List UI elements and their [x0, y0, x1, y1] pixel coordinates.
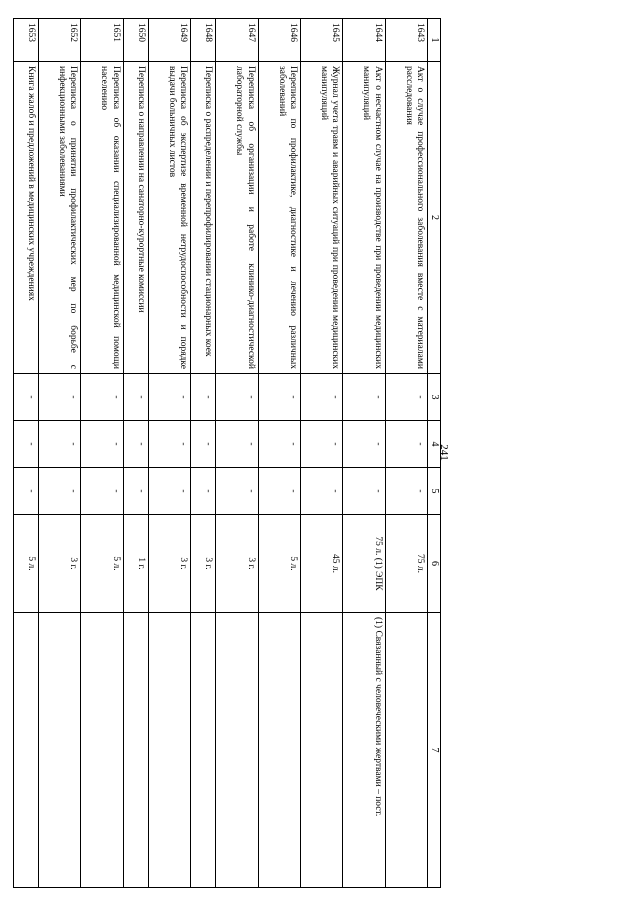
table-row: [191, 19, 216, 888]
table-row: [81, 19, 123, 888]
cell-note: [191, 613, 216, 888]
cell-col-3: -: [39, 374, 81, 421]
cell-col-5: -: [216, 468, 258, 515]
cell-col-3: -: [385, 374, 427, 421]
cell-col-4: -: [191, 421, 216, 468]
cell-col-4: -: [148, 421, 190, 468]
cell-col-5: -: [39, 468, 81, 515]
cell-number: 1650: [123, 19, 148, 62]
header-col-5: 5: [428, 468, 441, 515]
cell-title: Переписка о направлении на санаторно-курортные комиссии: [123, 62, 148, 374]
cell-number: 1652: [39, 19, 81, 62]
retention-schedule-table: [13, 18, 441, 888]
cell-number: 1649: [148, 19, 190, 62]
cell-col-5: -: [123, 468, 148, 515]
cell-title: Переписка об экспертизе временной нетрудоспособности и порядке выдачи больничных листов: [148, 62, 190, 374]
cell-title: Переписка об организации и работе клинико-диагностической лабораторной службы: [216, 62, 258, 374]
cell-col-5: -: [300, 468, 342, 515]
cell-note: [385, 613, 427, 888]
cell-col-4: -: [81, 421, 123, 468]
cell-col-5: -: [258, 468, 300, 515]
cell-title: Переписка о распределении и перепрофилировании стационарных коек: [191, 62, 216, 374]
cell-col-5: -: [385, 468, 427, 515]
cell-retention-term: 75 л.: [385, 515, 427, 613]
cell-note: [81, 613, 123, 888]
cell-number: 1653: [14, 19, 39, 62]
cell-title: Акт о несчастном случае на производстве при проведении медицинских манипуляций: [343, 62, 385, 374]
cell-col-4: -: [300, 421, 342, 468]
cell-col-5: -: [14, 468, 39, 515]
table-body: [14, 19, 428, 888]
header-col-7: 7: [428, 613, 441, 888]
cell-col-5: -: [81, 468, 123, 515]
header-row: [428, 19, 441, 888]
cell-number: 1651: [81, 19, 123, 62]
cell-col-3: -: [343, 374, 385, 421]
cell-note: [258, 613, 300, 888]
cell-note: (1) Связанный с человеческими жертвами – пост.: [343, 613, 385, 888]
cell-retention-term: 1 г.: [123, 515, 148, 613]
cell-col-3: -: [191, 374, 216, 421]
cell-number: 1647: [216, 19, 258, 62]
cell-col-4: -: [123, 421, 148, 468]
cell-col-3: -: [81, 374, 123, 421]
cell-title: Переписка об оказании специализированной медицинской помощи населению: [81, 62, 123, 374]
cell-col-4: -: [258, 421, 300, 468]
cell-note: [216, 613, 258, 888]
cell-col-5: -: [343, 468, 385, 515]
header-col-2: 2: [428, 62, 441, 374]
cell-note: [123, 613, 148, 888]
cell-number: 1643: [385, 19, 427, 62]
cell-retention-term: 3 г.: [216, 515, 258, 613]
cell-col-4: -: [39, 421, 81, 468]
cell-retention-term: 5 л.: [14, 515, 39, 613]
cell-note: [14, 613, 39, 888]
table-header: [428, 19, 441, 888]
table-row: [343, 19, 385, 888]
cell-retention-term: 3 г.: [191, 515, 216, 613]
cell-note: [39, 613, 81, 888]
cell-col-4: -: [14, 421, 39, 468]
table-row: [300, 19, 342, 888]
cell-title: Акт о случае профессионального заболевания вместе с материалами расследования: [385, 62, 427, 374]
table-row: [123, 19, 148, 888]
cell-note: [148, 613, 190, 888]
cell-col-5: -: [148, 468, 190, 515]
cell-col-3: -: [258, 374, 300, 421]
cell-title: Книга жалоб и предложений в медицинских учреждениях: [14, 62, 39, 374]
table-row: [148, 19, 190, 888]
cell-retention-term: 5 л.: [81, 515, 123, 613]
cell-title: Журнал учета травм и аварийных ситуаций при проведении медицинских манипуляций: [300, 62, 342, 374]
header-col-4: 4: [428, 421, 441, 468]
cell-number: 1646: [258, 19, 300, 62]
table-row: [39, 19, 81, 888]
cell-title: Переписка о принятии профилактических мер по борьбе с инфекционными заболеваниями: [39, 62, 81, 374]
cell-col-3: -: [216, 374, 258, 421]
header-col-3: 3: [428, 374, 441, 421]
cell-number: 1644: [343, 19, 385, 62]
cell-number: 1648: [191, 19, 216, 62]
table-row: [385, 19, 427, 888]
cell-retention-term: 5 л.: [258, 515, 300, 613]
cell-col-3: -: [14, 374, 39, 421]
table-row: [258, 19, 300, 888]
cell-retention-term: 45 л.: [300, 515, 342, 613]
cell-note: [300, 613, 342, 888]
page-number: 241: [438, 444, 450, 461]
cell-retention-term: 3 г.: [148, 515, 190, 613]
header-col-1: 1: [428, 19, 441, 62]
cell-col-4: -: [385, 421, 427, 468]
table-row: [216, 19, 258, 888]
cell-col-4: -: [343, 421, 385, 468]
cell-col-3: -: [148, 374, 190, 421]
header-col-6: 6: [428, 515, 441, 613]
cell-col-3: -: [123, 374, 148, 421]
cell-retention-term: 75 л. (1) ЭПК: [343, 515, 385, 613]
table-row: [14, 19, 39, 888]
cell-col-5: -: [191, 468, 216, 515]
cell-retention-term: 3 г.: [39, 515, 81, 613]
cell-number: 1645: [300, 19, 342, 62]
cell-col-3: -: [300, 374, 342, 421]
cell-title: Переписка по профилактике, диагностике и лечению различных заболеваний: [258, 62, 300, 374]
cell-col-4: -: [216, 421, 258, 468]
